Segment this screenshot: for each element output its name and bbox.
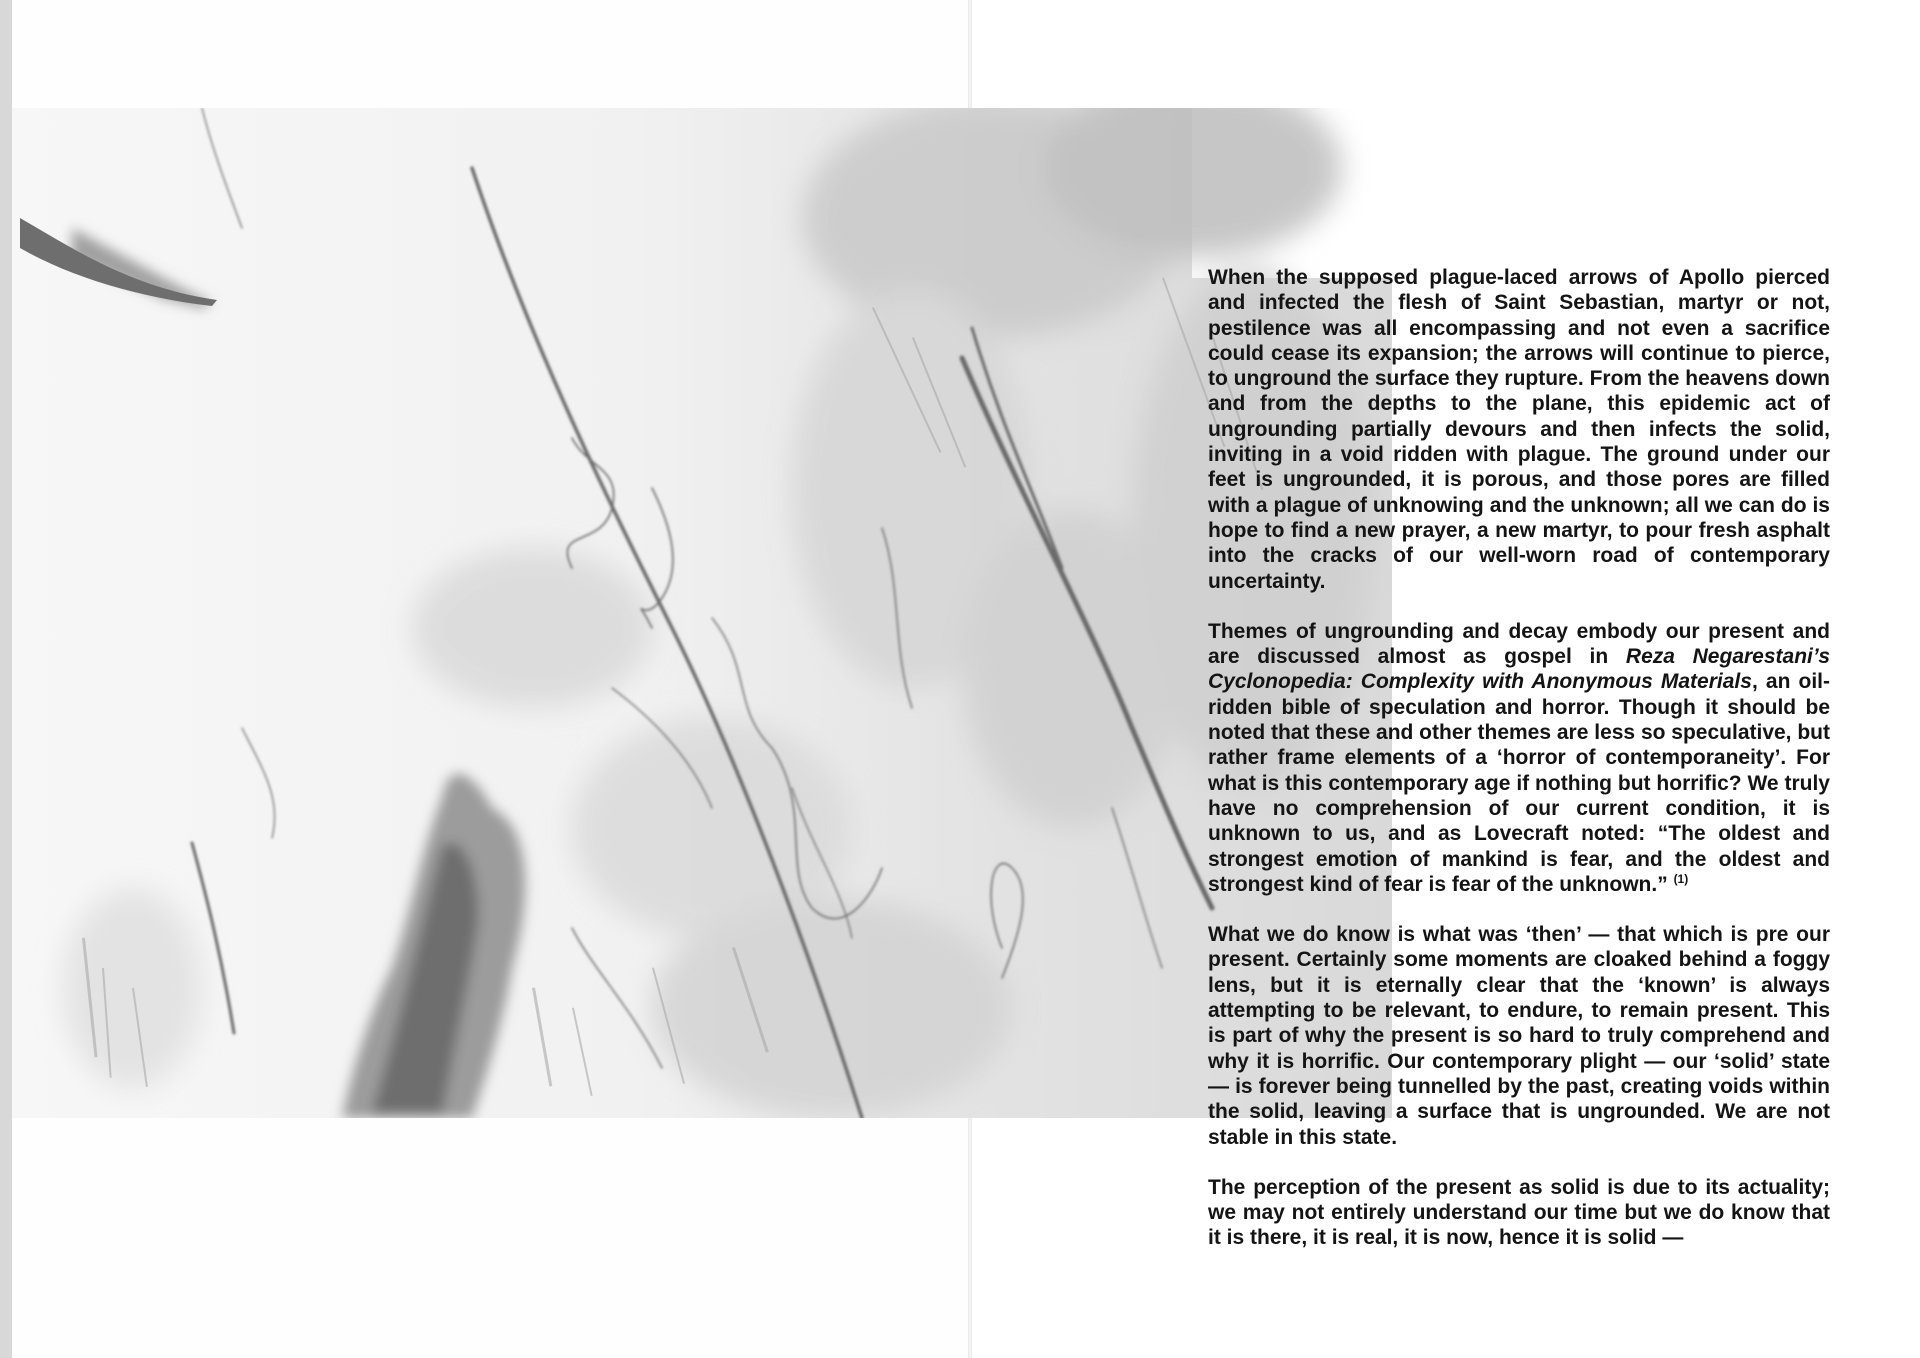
- abstract-brush-artwork: [12, 108, 1392, 1118]
- essay-paragraph-4: The perception of the present as solid is due to its actuality; we may not entirely understand our time but we do know that it is there, it is real, it is now, hence it is solid —: [1208, 1175, 1830, 1250]
- essay-paragraph-3: What we do know is what was ‘then’ — that which is pre our present. Certainly some moments are cloaked behind a foggy lens, but it is eternally clear that the ‘known’ is always attempting to be relevant, to endure, to remain present. This is part of why the present is so hard to truly comprehend and why it is horrific. Our contemporary plight — our ‘solid’ state — is forever being tunnelled by the past, creating voids within the solid, leaving a surface that is ungrounded. We are not stable in this state.: [1208, 923, 1830, 1149]
- paragraph-2-body: , an oil-ridden bible of speculation and horror. Though it should be noted that these and other themes are less so speculative, but rather frame elements of a ‘horror of contemporaneity’. For what is this contemporary age if nothing but horrific? We truly have no comprehension of our current condition, it is unknown to us, and as Lovecraft noted: “The oldest and strongest emotion of mankind is fear, and the oldest and strongest kind of fear is fear of the unknown.”: [1208, 670, 1831, 896]
- essay-text-column: [1208, 265, 1830, 1276]
- book-title-cyclonopedia: Reza Negarestani’s Cyclonopedia: Complexity with Anonymous Materials: [1208, 645, 1830, 694]
- essay-paragraph-2: [1208, 619, 1830, 897]
- essay-paragraph-1: When the supposed plague-laced arrows of Apollo pierced and infected the flesh of Saint Sebastian, martyr or not, pestilence was all encompassing and not even a sacrifice could cease its expansion; the arrows will continue to pierce, to unground the surface they rupture. From the heavens down and from the depths to the plane, this epidemic act of ungrounding partially devours and then infects the solid, inviting in a void ridden with plague. The ground under our feet is ungrounded, it is porous, and those pores are filled with a plague of unknowing and the unknown; all we can do is hope to find a new prayer, a new martyr, to pour fresh asphalt into the cracks of our well-worn road of contemporary uncertainty.: [1208, 266, 1830, 593]
- footnote-marker: (1): [1673, 871, 1689, 886]
- paragraph-2-lead: Themes of ungrounding and decay embody our present and are discussed almost as gospel in: [1208, 619, 1830, 669]
